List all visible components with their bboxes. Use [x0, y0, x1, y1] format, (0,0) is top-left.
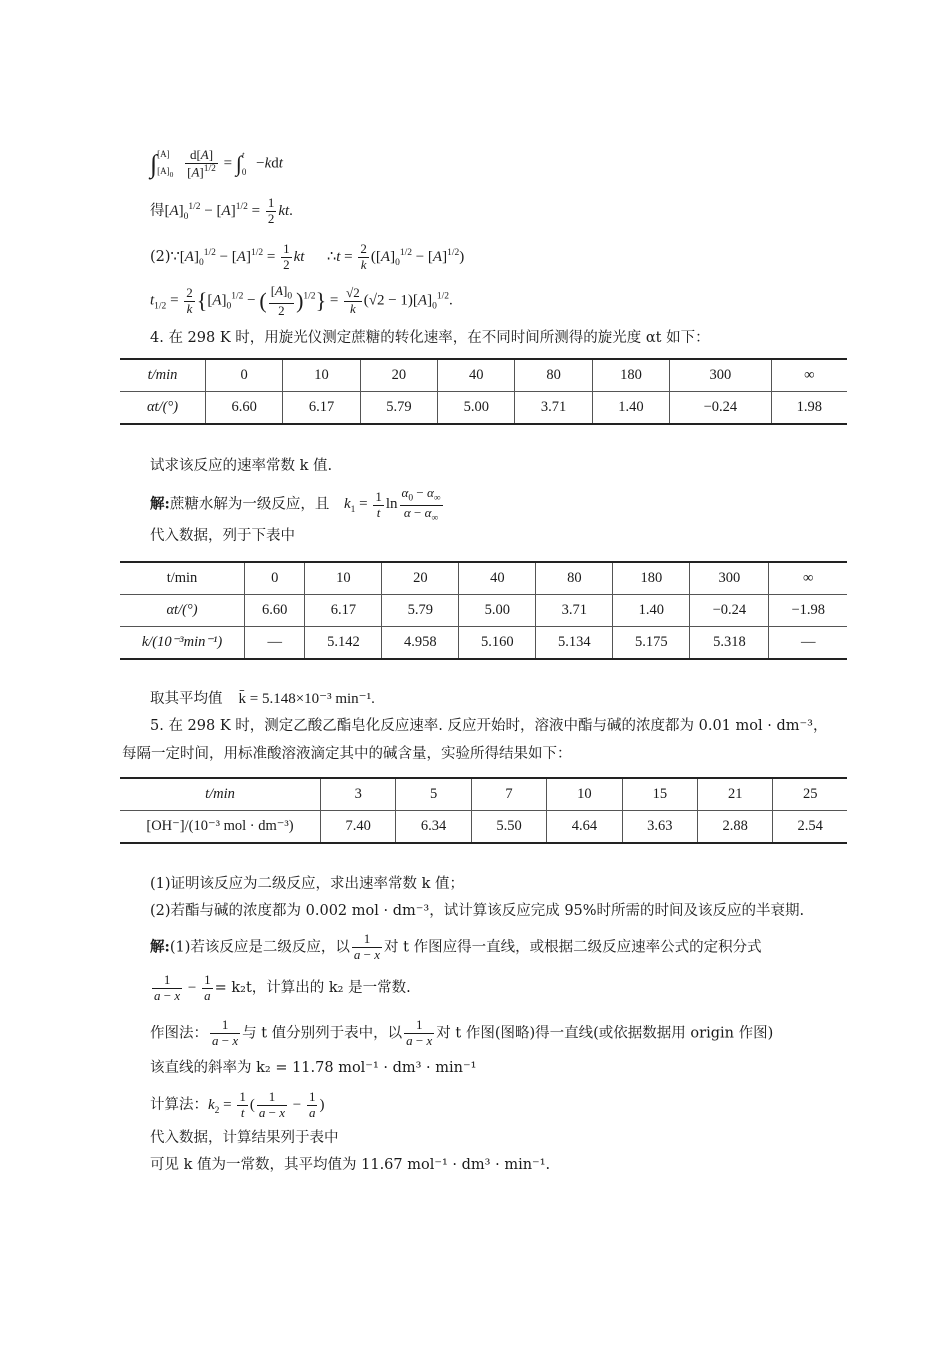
ask-rate-constant: 试求该反应的速率常数 k 值. [150, 458, 333, 474]
question-5-part2: (2)若酯与碱的浓度都为 0.002 mol · dm⁻³，试计算该反应完成 95%时所需的时间及该反应的半衰期. [150, 903, 805, 919]
question-5-part1: (1)证明该反应为二级反应，求出速率常数 k 值； [150, 876, 465, 892]
table-cell: −0.24 [690, 595, 769, 627]
table-row [120, 778, 847, 811]
table-cell: 3 [321, 778, 396, 811]
slope-result: 该直线的斜率为 k₂ = 11.78 mol⁻¹ · dm³ · min⁻¹ [150, 1060, 477, 1076]
table-header-cell: αt/(°) [120, 392, 206, 425]
conclusion: 可见 k 值为一常数，其平均值为 11.67 mol⁻¹ · dm³ · min⁻¹. [150, 1157, 551, 1173]
table-row [120, 595, 847, 627]
table-cell: 20 [360, 359, 437, 392]
table-cell: 10 [305, 562, 382, 595]
table-header-cell: k/(10⁻³min⁻¹) [120, 627, 245, 660]
table-cell: ∞ [771, 359, 847, 392]
table-cell: 300 [670, 359, 771, 392]
table-cell: 7 [471, 778, 546, 811]
integrated-result: 得$[A]_0^{1/2} - [A]^{1/2}$ = $\frac{1}{2}$ kt. [150, 195, 293, 226]
plot-method: 作图法： $\frac{1}{a - x}$ 与 t 值分别列于表中，以 $\frac{1}{a - x}$ 对 t 作图(图略)得一直线(或依据数据用 origin 作图) [150, 1017, 774, 1048]
half-life-derivation-1: $(2)\because[A]_0^{1/2} - [A]^{1/2}$ = $\frac{1}{2}$ kt ∴t = $\frac{2}{k}$ $([A]_0^{1/2} - [A]^{1/2})$ [150, 241, 465, 272]
table-cell: 5.79 [360, 392, 437, 425]
table-header-cell: [OH⁻]/(10⁻³ mol · dm⁻³) [120, 811, 321, 844]
solution-5-equation: $\frac{1}{a - x}$ − $\frac{1}{a}$ = k₂t，计算出的 k₂ 是一常数. [154, 972, 411, 1003]
table-cell: 1.40 [613, 595, 690, 627]
solution-4: 解:蔗糖水解为一级反应，且 $k_1$ = $\frac{1}{t}$ ln $\frac{\alpha_0 - \alpha_\infty}{\alpha - \alpha_\infty}$ [150, 485, 441, 524]
hydroxide-table [120, 777, 847, 844]
table-cell: 20 [382, 562, 459, 595]
table-cell: 40 [459, 562, 536, 595]
table-cell: 6.60 [245, 595, 305, 627]
table-cell: 5.50 [471, 811, 546, 844]
table-cell: 5.175 [613, 627, 690, 660]
table-cell: 1.40 [592, 392, 669, 425]
table-cell: 2.88 [698, 811, 773, 844]
table-cell: 1.98 [771, 392, 847, 425]
table-header-cell: t/min [120, 562, 245, 595]
calc-method: 计算法：$k_2$ = $\frac{1}{t}$ ( $\frac{1}{a - x}$ − $\frac{1}{a}$ ) [150, 1089, 325, 1120]
solution-5-line1: 解:(1)若该反应是二级反应，以 $\frac{1}{a - x}$ 对 t 作图应得一直线，或根据二级反应速率公式的定积分式 [150, 931, 762, 962]
table-cell: 80 [536, 562, 613, 595]
table-cell: −0.24 [670, 392, 771, 425]
table-cell: 6.60 [206, 392, 283, 425]
table-cell: 4.958 [382, 627, 459, 660]
integral-equation: ∫[A] $[A]_0$ $\frac{d[A]}{[A]^{1/2}}$ = ∫t 0 −kdt [150, 146, 283, 180]
table-cell: 0 [245, 562, 305, 595]
table-cell: 180 [592, 359, 669, 392]
table-cell: 3.71 [536, 595, 613, 627]
table-row [120, 627, 847, 660]
table-cell: 5.142 [305, 627, 382, 660]
table-cell: 15 [622, 778, 697, 811]
table-cell: 5.00 [459, 595, 536, 627]
average-value: 取其平均值 k̄ = 5.148×10⁻³ min⁻¹. [150, 691, 375, 707]
table-cell: — [769, 627, 847, 660]
table-cell: 40 [438, 359, 515, 392]
table-row [120, 359, 847, 392]
put-data-label-2: 代入数据，计算结果列于表中 [150, 1130, 339, 1146]
table-cell: 80 [515, 359, 592, 392]
table-cell: 7.40 [321, 811, 396, 844]
table-cell: 180 [613, 562, 690, 595]
table-cell: 0 [206, 359, 283, 392]
table-cell: — [245, 627, 305, 660]
table-header-cell: t/min [120, 359, 206, 392]
table-cell: 5.79 [382, 595, 459, 627]
table-cell: −1.98 [769, 595, 847, 627]
table-cell: 6.17 [305, 595, 382, 627]
rate-constant-table [120, 561, 847, 660]
table-header-cell: αt/(°) [120, 595, 245, 627]
table-cell: 5 [396, 778, 471, 811]
table-row [120, 392, 847, 425]
question-5-line2: 每隔一定时间，用标准酸溶液滴定其中的碱含量，实验所得结果如下： [122, 746, 572, 762]
table-cell: 21 [698, 778, 773, 811]
table-row [120, 811, 847, 844]
table-cell: 3.71 [515, 392, 592, 425]
rotation-table [120, 358, 847, 425]
table-row [120, 562, 847, 595]
table-cell: 6.17 [283, 392, 360, 425]
table-cell: 5.00 [438, 392, 515, 425]
table-cell: ∞ [769, 562, 847, 595]
put-data-label: 代入数据，列于下表中 [150, 528, 295, 544]
table-cell: 5.134 [536, 627, 613, 660]
table-cell: 25 [773, 778, 847, 811]
table-cell: 10 [547, 778, 622, 811]
question-4: 4. 在 298 K 时，用旋光仪测定蔗糖的转化速率，在不同时间所测得的旋光度 αt 如下： [150, 330, 710, 346]
question-5-line1: 5. 在 298 K 时，测定乙酸乙酯皂化反应速率. 反应开始时，溶液中酯与碱的浓度都为 0.01 mol · dm⁻³， [150, 718, 828, 734]
table-cell: 10 [283, 359, 360, 392]
table-cell: 5.160 [459, 627, 536, 660]
table-cell: 2.54 [773, 811, 847, 844]
table-cell: 6.34 [396, 811, 471, 844]
half-life-derivation-2: $t_{1/2}$ = $\frac{2}{k}$ {$[A]_0^{1/2}$ − ( $\frac{[A]_0}{2}$ )$^{1/2}$} = $\frac{√2}{k}$ $(√2 - 1)[A]_0^{1/2}$. [150, 283, 453, 318]
table-cell: 4.64 [547, 811, 622, 844]
table-cell: 3.63 [622, 811, 697, 844]
table-cell: 300 [690, 562, 769, 595]
table-cell: 5.318 [690, 627, 769, 660]
table-header-cell: t/min [120, 778, 321, 811]
